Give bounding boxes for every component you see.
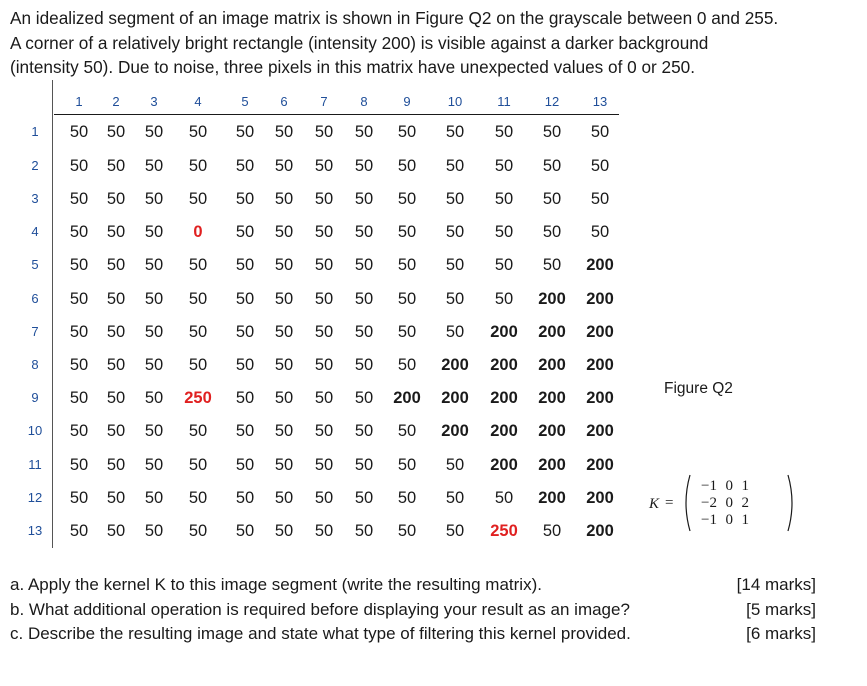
- question-text: b. What additional operation is required before displaying your result as an image?: [10, 599, 630, 619]
- matrix-cell: 50: [144, 489, 164, 507]
- question-marks: [14 marks]: [736, 575, 816, 594]
- matrix-cell: 200: [490, 389, 518, 407]
- matrix-cell: 50: [314, 290, 334, 308]
- matrix-cell: 50: [397, 223, 417, 241]
- kernel-equals-sign: =: [665, 495, 674, 511]
- matrix-cell: 50: [542, 190, 562, 208]
- column-number: 3: [150, 94, 158, 109]
- question-list: [10, 573, 860, 647]
- row-number: 8: [31, 357, 39, 372]
- matrix-cell: 50: [542, 522, 562, 540]
- matrix-cell: 50: [274, 123, 294, 141]
- row-number: 9: [31, 390, 39, 405]
- matrix-cell: 50: [494, 123, 514, 141]
- matrix-cell: 50: [397, 489, 417, 507]
- matrix-cell: 50: [445, 323, 465, 341]
- problem-statement: [10, 6, 855, 80]
- matrix-cell: 50: [494, 256, 514, 274]
- question-marks: [5 marks]: [746, 599, 816, 619]
- matrix-cell: 200: [586, 489, 614, 507]
- matrix-cell: 50: [144, 157, 164, 175]
- matrix-cell: 200: [586, 389, 614, 407]
- row-number: 11: [28, 457, 42, 472]
- question-text: c. Describe the resulting image and state what type of filtering this kernel provided.: [10, 624, 631, 643]
- matrix-cell: 50: [106, 489, 126, 507]
- matrix-cell: 200: [586, 356, 614, 374]
- matrix-cell: 50: [397, 323, 417, 341]
- matrix-cell: 50: [106, 389, 126, 407]
- kernel-value: 0: [725, 512, 733, 528]
- matrix-cell: 50: [274, 456, 294, 474]
- matrix-cell: 50: [494, 157, 514, 175]
- matrix-cell: 50: [69, 456, 89, 474]
- question-marks: [6 marks]: [746, 624, 816, 643]
- intro-line-2: A corner of a relatively bright rectangle (intensity 200) is visible against a darker background: [10, 32, 709, 53]
- matrix-cell: 200: [538, 323, 566, 341]
- column-number: 9: [403, 94, 411, 109]
- matrix-cell: 50: [144, 422, 164, 440]
- matrix-cell: 50: [354, 123, 374, 141]
- matrix-cell: 200: [441, 389, 469, 407]
- matrix-cell: 200: [441, 356, 469, 374]
- matrix-cell: 50: [188, 323, 208, 341]
- matrix-cell: 50: [106, 223, 126, 241]
- matrix-cell: 200: [490, 422, 518, 440]
- matrix-cell: 50: [274, 190, 294, 208]
- matrix-cell: 50: [69, 522, 89, 540]
- kernel-value: 1: [741, 512, 749, 528]
- matrix-cell: 200: [586, 323, 614, 341]
- matrix-cell: 50: [69, 489, 89, 507]
- matrix-cell: 50: [235, 522, 255, 540]
- matrix-cell: 50: [188, 290, 208, 308]
- matrix-cell: 50: [235, 223, 255, 241]
- column-header-divider: [54, 114, 619, 115]
- matrix-cell: 50: [274, 522, 294, 540]
- matrix-cell: 50: [397, 356, 417, 374]
- intro-line-3: (intensity 50). Due to noise, three pixels in this matrix have unexpected values of 0 or 250.: [10, 57, 696, 77]
- noise-cell: 250: [184, 389, 212, 407]
- matrix-cell: 50: [106, 190, 126, 208]
- matrix-cell: 200: [586, 456, 614, 474]
- matrix-cell: 50: [354, 522, 374, 540]
- matrix-cell: 50: [397, 456, 417, 474]
- matrix-cell: 50: [188, 190, 208, 208]
- matrix-cell: 200: [586, 522, 614, 540]
- matrix-cell: 50: [542, 157, 562, 175]
- matrix-cell: 50: [69, 389, 89, 407]
- matrix-cell: 50: [274, 157, 294, 175]
- kernel-values: [689, 478, 789, 529]
- matrix-cell: 50: [144, 356, 164, 374]
- matrix-cell: 50: [590, 223, 610, 241]
- matrix-cell: 50: [494, 190, 514, 208]
- matrix-cell: 50: [494, 223, 514, 241]
- matrix-cell: 50: [354, 223, 374, 241]
- matrix-cell: 50: [354, 489, 374, 507]
- right-parenthesis-icon: [787, 474, 797, 532]
- matrix-cell: 50: [235, 290, 255, 308]
- matrix-cell: 50: [445, 157, 465, 175]
- matrix-cell: 200: [393, 389, 421, 407]
- matrix-cell: 50: [590, 157, 610, 175]
- matrix-cell: 200: [586, 290, 614, 308]
- matrix-cell: 50: [354, 190, 374, 208]
- matrix-cell: 50: [274, 256, 294, 274]
- matrix-cell: 50: [144, 123, 164, 141]
- matrix-cell: 50: [445, 223, 465, 241]
- matrix-cell: 50: [274, 356, 294, 374]
- matrix-cell: 50: [235, 422, 255, 440]
- matrix-cell: 50: [314, 422, 334, 440]
- kernel-matrix: [649, 472, 799, 548]
- matrix-cell: 50: [397, 123, 417, 141]
- column-number-header: [0, 94, 640, 114]
- matrix-cell: 50: [106, 356, 126, 374]
- matrix-cell: 50: [314, 522, 334, 540]
- column-number: 8: [360, 94, 368, 109]
- matrix-cell: 50: [106, 422, 126, 440]
- matrix-cell: 50: [445, 123, 465, 141]
- matrix-cell: 50: [69, 356, 89, 374]
- kernel-value: 2: [741, 495, 749, 511]
- question-item: [10, 622, 860, 647]
- matrix-cell: 50: [314, 123, 334, 141]
- matrix-cell: 50: [106, 290, 126, 308]
- matrix-cell: 200: [490, 456, 518, 474]
- matrix-cell: 50: [106, 456, 126, 474]
- row-number: 4: [31, 224, 39, 239]
- matrix-cell: 50: [235, 157, 255, 175]
- column-number: 10: [447, 94, 463, 109]
- row-number: 1: [31, 124, 39, 139]
- matrix-cell: 50: [69, 323, 89, 341]
- matrix-cell: 50: [354, 456, 374, 474]
- matrix-cell: 50: [188, 356, 208, 374]
- matrix-cell: 50: [188, 522, 208, 540]
- matrix-cell: 50: [494, 290, 514, 308]
- kernel-value: 1: [741, 478, 749, 494]
- matrix-cell: 50: [314, 356, 334, 374]
- matrix-cell: 50: [69, 223, 89, 241]
- row-number-divider: [52, 80, 53, 548]
- matrix-cell: 50: [314, 157, 334, 175]
- matrix-cell: 50: [314, 456, 334, 474]
- matrix-cell: 50: [590, 190, 610, 208]
- question-item: [10, 573, 860, 598]
- matrix-cell: 200: [586, 256, 614, 274]
- matrix-cell: 50: [188, 489, 208, 507]
- matrix-cell: 50: [235, 489, 255, 507]
- noise-cell: 250: [490, 522, 518, 540]
- matrix-cell: 50: [274, 223, 294, 241]
- matrix-cell: 50: [274, 489, 294, 507]
- matrix-cell: 50: [144, 256, 164, 274]
- matrix-cell: 50: [106, 522, 126, 540]
- matrix-cell: 50: [235, 356, 255, 374]
- kernel-name: K: [649, 496, 660, 512]
- kernel-value: −2: [701, 495, 717, 511]
- matrix-cell: 50: [354, 356, 374, 374]
- matrix-cell: 50: [274, 290, 294, 308]
- matrix-cell: 50: [188, 157, 208, 175]
- matrix-cell: 50: [445, 489, 465, 507]
- matrix-cell: 50: [235, 190, 255, 208]
- matrix-cell: 50: [397, 422, 417, 440]
- matrix-cell: 50: [445, 256, 465, 274]
- matrix-cell: 50: [188, 123, 208, 141]
- matrix-cell: 200: [538, 389, 566, 407]
- kernel-value: 0: [725, 478, 733, 494]
- matrix-cell: 200: [490, 323, 518, 341]
- matrix-cell: 50: [69, 290, 89, 308]
- matrix-cell: 50: [397, 157, 417, 175]
- matrix-cell: 50: [106, 123, 126, 141]
- matrix-cell: 50: [144, 290, 164, 308]
- matrix-cell: 200: [586, 422, 614, 440]
- matrix-cell: 50: [274, 422, 294, 440]
- matrix-cell: 50: [354, 323, 374, 341]
- column-number: 6: [280, 94, 288, 109]
- matrix-cell: 50: [445, 190, 465, 208]
- matrix-cell: 50: [397, 290, 417, 308]
- column-number: 2: [112, 94, 120, 109]
- matrix-cell: 50: [542, 123, 562, 141]
- matrix-cell: 200: [538, 489, 566, 507]
- matrix-cell: 50: [106, 157, 126, 175]
- matrix-cell: 50: [144, 190, 164, 208]
- matrix-cell: 50: [494, 489, 514, 507]
- matrix-cell: 50: [314, 223, 334, 241]
- matrix-cell: 50: [144, 522, 164, 540]
- matrix-cell: 50: [106, 256, 126, 274]
- matrix-cell: 50: [69, 157, 89, 175]
- kernel-value: 0: [725, 495, 733, 511]
- row-number: 5: [31, 257, 39, 272]
- matrix-cell: 200: [538, 290, 566, 308]
- column-number: 11: [497, 94, 511, 109]
- matrix-cell: 200: [490, 356, 518, 374]
- matrix-cell: 50: [144, 389, 164, 407]
- column-number: 13: [592, 94, 608, 109]
- matrix-cell: 50: [69, 256, 89, 274]
- matrix-cell: 50: [106, 323, 126, 341]
- matrix-cell: 50: [274, 323, 294, 341]
- question-text: a. Apply the kernel K to this image segment (write the resulting matrix).: [10, 575, 542, 594]
- column-number: 4: [194, 94, 202, 109]
- matrix-cell: 50: [188, 456, 208, 474]
- row-number: 6: [31, 291, 39, 306]
- matrix-cell: 50: [235, 123, 255, 141]
- matrix-cell: 50: [235, 456, 255, 474]
- matrix-cell: 50: [542, 256, 562, 274]
- matrix-cell: 50: [542, 223, 562, 241]
- matrix-cell: 50: [314, 256, 334, 274]
- row-number: 3: [31, 191, 39, 206]
- row-number: 12: [27, 490, 43, 505]
- matrix-cell: 200: [538, 456, 566, 474]
- matrix-cell: 50: [445, 290, 465, 308]
- matrix-cell: 50: [188, 422, 208, 440]
- matrix-cell: 50: [314, 190, 334, 208]
- matrix-cell: 50: [188, 256, 208, 274]
- question-item: [10, 598, 860, 623]
- matrix-cell: 50: [235, 323, 255, 341]
- matrix-cell: 200: [538, 422, 566, 440]
- matrix-cell: 50: [354, 422, 374, 440]
- matrix-cell: 50: [235, 389, 255, 407]
- intro-line-1: An idealized segment of an image matrix is shown in Figure Q2 on the grayscale between 0 and 255.: [10, 8, 779, 28]
- matrix-cell: 50: [445, 456, 465, 474]
- matrix-cell: 50: [590, 123, 610, 141]
- matrix-cell: 50: [314, 323, 334, 341]
- matrix-cell: 50: [354, 256, 374, 274]
- matrix-cell: 50: [69, 190, 89, 208]
- matrix-cell: 50: [397, 522, 417, 540]
- row-number: 7: [31, 324, 39, 339]
- matrix-cell: 50: [69, 422, 89, 440]
- column-number: 5: [241, 94, 249, 109]
- matrix-cell: 50: [397, 256, 417, 274]
- matrix-cell: 50: [235, 256, 255, 274]
- matrix-cell: 50: [144, 323, 164, 341]
- row-number: 2: [31, 158, 39, 173]
- matrix-cell: 50: [144, 223, 164, 241]
- matrix-cell: 50: [69, 123, 89, 141]
- column-number: 12: [544, 94, 560, 109]
- matrix-cell: 50: [314, 389, 334, 407]
- matrix-cell: 50: [354, 290, 374, 308]
- row-number: 13: [27, 523, 43, 538]
- column-number: 1: [75, 94, 83, 109]
- column-number: 7: [320, 94, 328, 109]
- row-number: 10: [27, 423, 43, 438]
- kernel-value: −1: [701, 512, 717, 528]
- matrix-cell: 200: [538, 356, 566, 374]
- matrix-cell: 50: [144, 456, 164, 474]
- matrix-cell: 50: [397, 190, 417, 208]
- matrix-cell: 50: [354, 389, 374, 407]
- matrix-cell: 50: [314, 489, 334, 507]
- matrix-cell: 50: [274, 389, 294, 407]
- noise-cell: 0: [193, 223, 203, 241]
- kernel-value: −1: [701, 478, 717, 494]
- matrix-cell: 50: [354, 157, 374, 175]
- figure-label: Figure Q2: [664, 380, 733, 397]
- matrix-cell: 50: [445, 522, 465, 540]
- matrix-cell: 200: [441, 422, 469, 440]
